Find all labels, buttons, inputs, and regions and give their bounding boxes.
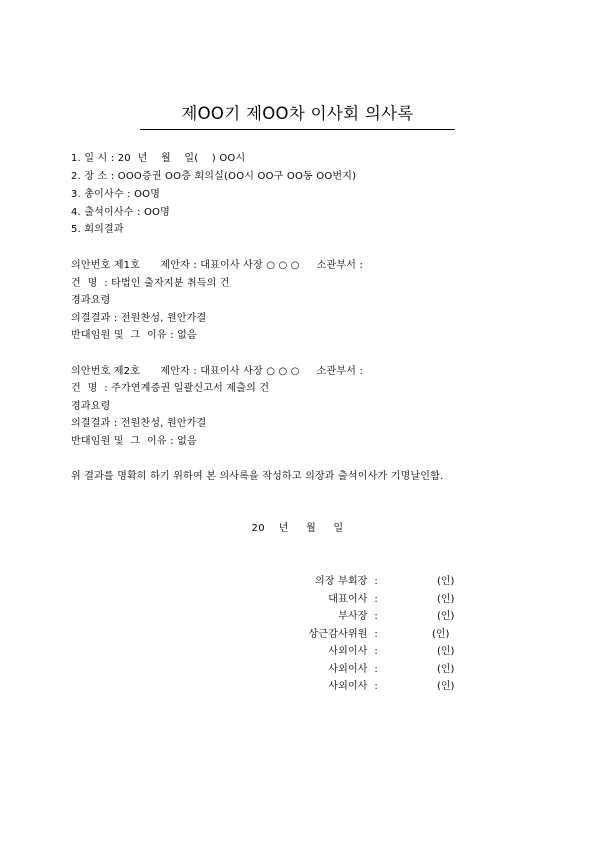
item-total-directors: 3. 총이사수 : OO명 bbox=[71, 189, 161, 200]
signature-label-outside-director-3: 사외이사 : bbox=[328, 681, 378, 692]
agenda-2-opposition: 반대임원 및 그 이유 : 없음 bbox=[71, 436, 197, 447]
signature-label-auditor: 상근감사위원 : bbox=[308, 629, 378, 640]
signature-label-vice-president: 부사장 : bbox=[338, 611, 378, 622]
signing-date: 20 년 월 일 bbox=[251, 523, 344, 534]
item-date-time: 1. 일 시 : 20 년 월 일( ) OO시 bbox=[71, 153, 246, 164]
agenda-1-resolution: 의결결과 : 전원찬성, 원안가결 bbox=[71, 313, 207, 324]
agenda-2-summary: 경과요령 bbox=[71, 401, 111, 412]
item-meeting-result: 5. 회의결과 bbox=[71, 224, 124, 235]
agenda-1-summary: 경과요령 bbox=[71, 295, 111, 306]
signature-label-outside-director-2: 사외이사 : bbox=[328, 664, 378, 675]
agenda-2-header: 의안번호 제2호 제안자 : 대표이사 사장 ○ ○ ○ 소관부서 : bbox=[71, 366, 364, 377]
seal-mark-ceo: (인) bbox=[437, 594, 455, 605]
signature-label-chairman: 의장 부회장 : bbox=[314, 576, 378, 587]
agenda-1-name: 건 명 : 타법인 출자지분 취득의 건 bbox=[71, 278, 230, 289]
title-underline bbox=[140, 129, 455, 130]
signature-label-outside-director-1: 사외이사 : bbox=[328, 646, 378, 657]
document-title: 제OO기 제OO차 이사회 의사록 bbox=[181, 104, 414, 123]
closing-statement: 위 결과를 명확히 하기 위하여 본 의사록을 작성하고 의장과 출석이사가 기명날인함. bbox=[71, 471, 444, 482]
seal-mark-auditor: (인) bbox=[432, 629, 450, 640]
item-location: 2. 장 소 : OOO증권 OO층 회의실(OO시 OO구 OO동 OO번지) bbox=[71, 171, 357, 182]
agenda-1-header: 의안번호 제1호 제안자 : 대표이사 사장 ○ ○ ○ 소관부서 : bbox=[71, 260, 364, 271]
agenda-1-opposition: 반대임원 및 그 이유 : 없음 bbox=[71, 330, 197, 341]
seal-mark-vice-president: (인) bbox=[437, 611, 455, 622]
seal-mark-chairman: (인) bbox=[437, 576, 455, 587]
signature-label-ceo: 대표이사 : bbox=[328, 594, 378, 605]
seal-mark-outside-director-1: (인) bbox=[437, 646, 455, 657]
seal-mark-outside-director-2: (인) bbox=[437, 664, 455, 675]
agenda-2-resolution: 의결결과 : 전원찬성, 원안가결 bbox=[71, 418, 207, 429]
agenda-2-name: 건 명 : 주가연계증권 일괄신고서 제출의 건 bbox=[71, 383, 270, 394]
seal-mark-outside-director-3: (인) bbox=[437, 681, 455, 692]
item-attending-directors: 4. 출석이사수 : OO명 bbox=[71, 207, 170, 218]
